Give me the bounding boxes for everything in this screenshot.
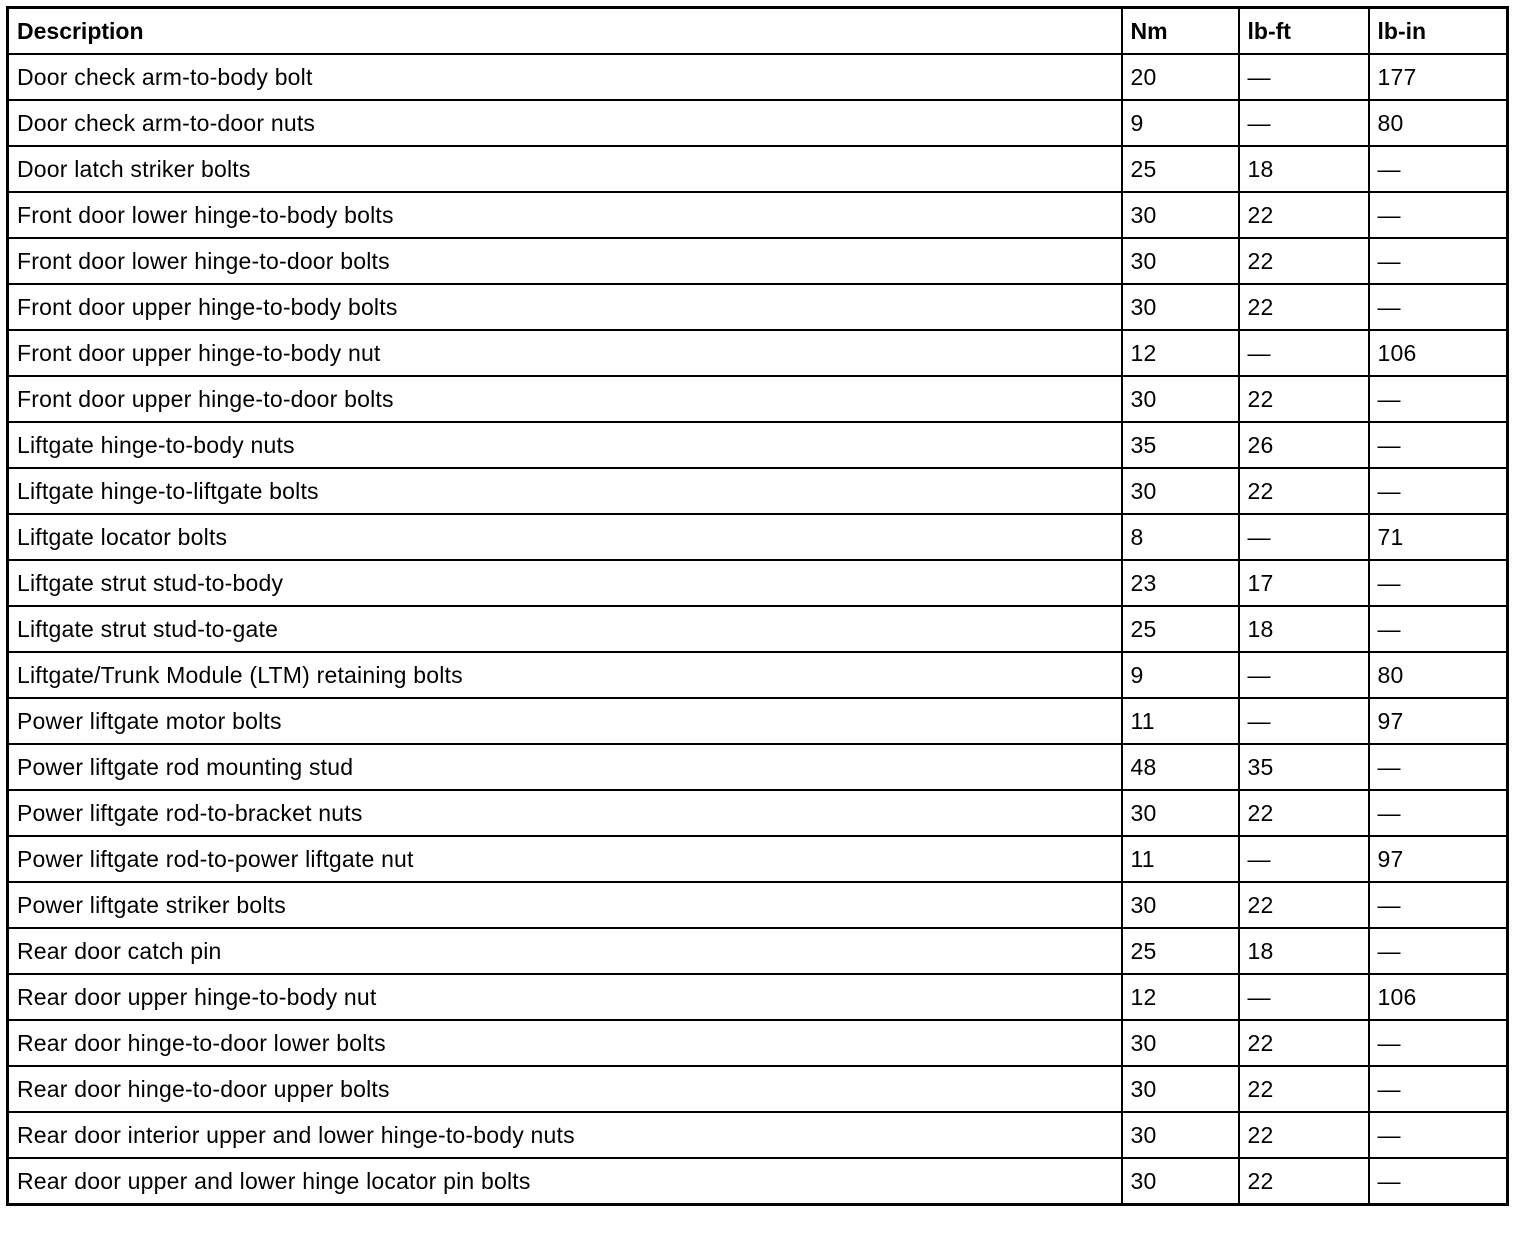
nm-cell: 25 xyxy=(1122,146,1239,192)
table-row xyxy=(8,330,1508,376)
header-row xyxy=(8,8,1508,55)
description-cell: Front door lower hinge-to-door bolts xyxy=(8,238,1122,284)
nm-cell: 30 xyxy=(1122,192,1239,238)
lb-in-cell: 97 xyxy=(1369,836,1508,882)
lb-ft-cell: — xyxy=(1239,836,1369,882)
lb-ft-cell: 22 xyxy=(1239,192,1369,238)
lb-ft-cell: 22 xyxy=(1239,1020,1369,1066)
nm-cell: 30 xyxy=(1122,1112,1239,1158)
description-cell: Liftgate locator bolts xyxy=(8,514,1122,560)
lb-ft-cell: — xyxy=(1239,698,1369,744)
lb-ft-cell: 26 xyxy=(1239,422,1369,468)
lb-ft-cell: 22 xyxy=(1239,376,1369,422)
table-header xyxy=(8,8,1508,55)
lb-in-cell: — xyxy=(1369,468,1508,514)
column-header-description: Description xyxy=(8,8,1122,55)
description-cell: Liftgate hinge-to-liftgate bolts xyxy=(8,468,1122,514)
nm-cell: 30 xyxy=(1122,284,1239,330)
lb-ft-cell: — xyxy=(1239,54,1369,100)
lb-in-cell: — xyxy=(1369,790,1508,836)
lb-ft-cell: 22 xyxy=(1239,1158,1369,1205)
table-row xyxy=(8,1112,1508,1158)
nm-cell: 25 xyxy=(1122,928,1239,974)
description-cell: Door check arm-to-body bolt xyxy=(8,54,1122,100)
table-row xyxy=(8,744,1508,790)
nm-cell: 30 xyxy=(1122,1066,1239,1112)
table-row xyxy=(8,698,1508,744)
lb-ft-cell: 18 xyxy=(1239,146,1369,192)
nm-cell: 11 xyxy=(1122,698,1239,744)
nm-cell: 30 xyxy=(1122,882,1239,928)
table-row xyxy=(8,606,1508,652)
table-row xyxy=(8,560,1508,606)
lb-in-cell: — xyxy=(1369,238,1508,284)
table-body xyxy=(8,54,1508,1205)
lb-ft-cell: — xyxy=(1239,330,1369,376)
lb-in-cell: — xyxy=(1369,928,1508,974)
lb-in-cell: — xyxy=(1369,560,1508,606)
description-cell: Front door upper hinge-to-door bolts xyxy=(8,376,1122,422)
lb-in-cell: 97 xyxy=(1369,698,1508,744)
description-cell: Door check arm-to-door nuts xyxy=(8,100,1122,146)
description-cell: Front door upper hinge-to-body nut xyxy=(8,330,1122,376)
lb-ft-cell: 22 xyxy=(1239,1112,1369,1158)
nm-cell: 12 xyxy=(1122,330,1239,376)
lb-in-cell: — xyxy=(1369,744,1508,790)
nm-cell: 35 xyxy=(1122,422,1239,468)
nm-cell: 9 xyxy=(1122,652,1239,698)
table-row xyxy=(8,974,1508,1020)
lb-in-cell: — xyxy=(1369,146,1508,192)
table-row xyxy=(8,376,1508,422)
lb-in-cell: — xyxy=(1369,422,1508,468)
description-cell: Power liftgate striker bolts xyxy=(8,882,1122,928)
lb-in-cell: 177 xyxy=(1369,54,1508,100)
table-row xyxy=(8,790,1508,836)
description-cell: Rear door interior upper and lower hinge-to-body nuts xyxy=(8,1112,1122,1158)
lb-in-cell: — xyxy=(1369,1112,1508,1158)
lb-ft-cell: 17 xyxy=(1239,560,1369,606)
nm-cell: 30 xyxy=(1122,238,1239,284)
description-cell: Power liftgate motor bolts xyxy=(8,698,1122,744)
lb-in-cell: — xyxy=(1369,376,1508,422)
description-cell: Power liftgate rod-to-power liftgate nut xyxy=(8,836,1122,882)
nm-cell: 25 xyxy=(1122,606,1239,652)
table-row xyxy=(8,100,1508,146)
nm-cell: 23 xyxy=(1122,560,1239,606)
lb-in-cell: 106 xyxy=(1369,974,1508,1020)
lb-in-cell: 71 xyxy=(1369,514,1508,560)
table-row xyxy=(8,146,1508,192)
lb-ft-cell: 22 xyxy=(1239,238,1369,284)
lb-ft-cell: — xyxy=(1239,652,1369,698)
lb-ft-cell: 22 xyxy=(1239,1066,1369,1112)
table-row xyxy=(8,514,1508,560)
nm-cell: 30 xyxy=(1122,1020,1239,1066)
table-row xyxy=(8,1066,1508,1112)
lb-ft-cell: — xyxy=(1239,100,1369,146)
table-row xyxy=(8,836,1508,882)
table-row xyxy=(8,238,1508,284)
column-header-lb-ft: lb-ft xyxy=(1239,8,1369,55)
table-row xyxy=(8,652,1508,698)
lb-in-cell: — xyxy=(1369,1020,1508,1066)
column-header-nm: Nm xyxy=(1122,8,1239,55)
nm-cell: 30 xyxy=(1122,790,1239,836)
torque-specifications-table xyxy=(6,6,1509,1206)
nm-cell: 12 xyxy=(1122,974,1239,1020)
lb-in-cell: — xyxy=(1369,882,1508,928)
description-cell: Liftgate/Trunk Module (LTM) retaining bolts xyxy=(8,652,1122,698)
lb-ft-cell: 22 xyxy=(1239,284,1369,330)
lb-in-cell: — xyxy=(1369,1158,1508,1205)
description-cell: Front door upper hinge-to-body bolts xyxy=(8,284,1122,330)
lb-in-cell: — xyxy=(1369,606,1508,652)
nm-cell: 8 xyxy=(1122,514,1239,560)
table-row xyxy=(8,284,1508,330)
nm-cell: 48 xyxy=(1122,744,1239,790)
lb-ft-cell: 18 xyxy=(1239,928,1369,974)
table-row xyxy=(8,422,1508,468)
lb-ft-cell: 22 xyxy=(1239,790,1369,836)
table-row xyxy=(8,882,1508,928)
lb-ft-cell: 22 xyxy=(1239,882,1369,928)
nm-cell: 20 xyxy=(1122,54,1239,100)
table-row xyxy=(8,192,1508,238)
nm-cell: 9 xyxy=(1122,100,1239,146)
description-cell: Door latch striker bolts xyxy=(8,146,1122,192)
table-row xyxy=(8,1020,1508,1066)
description-cell: Rear door hinge-to-door upper bolts xyxy=(8,1066,1122,1112)
nm-cell: 30 xyxy=(1122,376,1239,422)
description-cell: Rear door catch pin xyxy=(8,928,1122,974)
description-cell: Rear door upper hinge-to-body nut xyxy=(8,974,1122,1020)
description-cell: Rear door hinge-to-door lower bolts xyxy=(8,1020,1122,1066)
description-cell: Front door lower hinge-to-body bolts xyxy=(8,192,1122,238)
table-row xyxy=(8,928,1508,974)
nm-cell: 11 xyxy=(1122,836,1239,882)
lb-in-cell: 106 xyxy=(1369,330,1508,376)
lb-ft-cell: 18 xyxy=(1239,606,1369,652)
description-cell: Liftgate strut stud-to-body xyxy=(8,560,1122,606)
lb-in-cell: 80 xyxy=(1369,652,1508,698)
description-cell: Rear door upper and lower hinge locator pin bolts xyxy=(8,1158,1122,1205)
lb-ft-cell: 22 xyxy=(1239,468,1369,514)
lb-in-cell: — xyxy=(1369,1066,1508,1112)
column-header-lb-in: lb-in xyxy=(1369,8,1508,55)
table-row xyxy=(8,54,1508,100)
lb-ft-cell: 35 xyxy=(1239,744,1369,790)
description-cell: Liftgate strut stud-to-gate xyxy=(8,606,1122,652)
lb-ft-cell: — xyxy=(1239,514,1369,560)
lb-in-cell: — xyxy=(1369,192,1508,238)
lb-in-cell: — xyxy=(1369,284,1508,330)
lb-ft-cell: — xyxy=(1239,974,1369,1020)
description-cell: Power liftgate rod-to-bracket nuts xyxy=(8,790,1122,836)
description-cell: Liftgate hinge-to-body nuts xyxy=(8,422,1122,468)
table-row xyxy=(8,468,1508,514)
lb-in-cell: 80 xyxy=(1369,100,1508,146)
nm-cell: 30 xyxy=(1122,468,1239,514)
nm-cell: 30 xyxy=(1122,1158,1239,1205)
description-cell: Power liftgate rod mounting stud xyxy=(8,744,1122,790)
table-row xyxy=(8,1158,1508,1205)
